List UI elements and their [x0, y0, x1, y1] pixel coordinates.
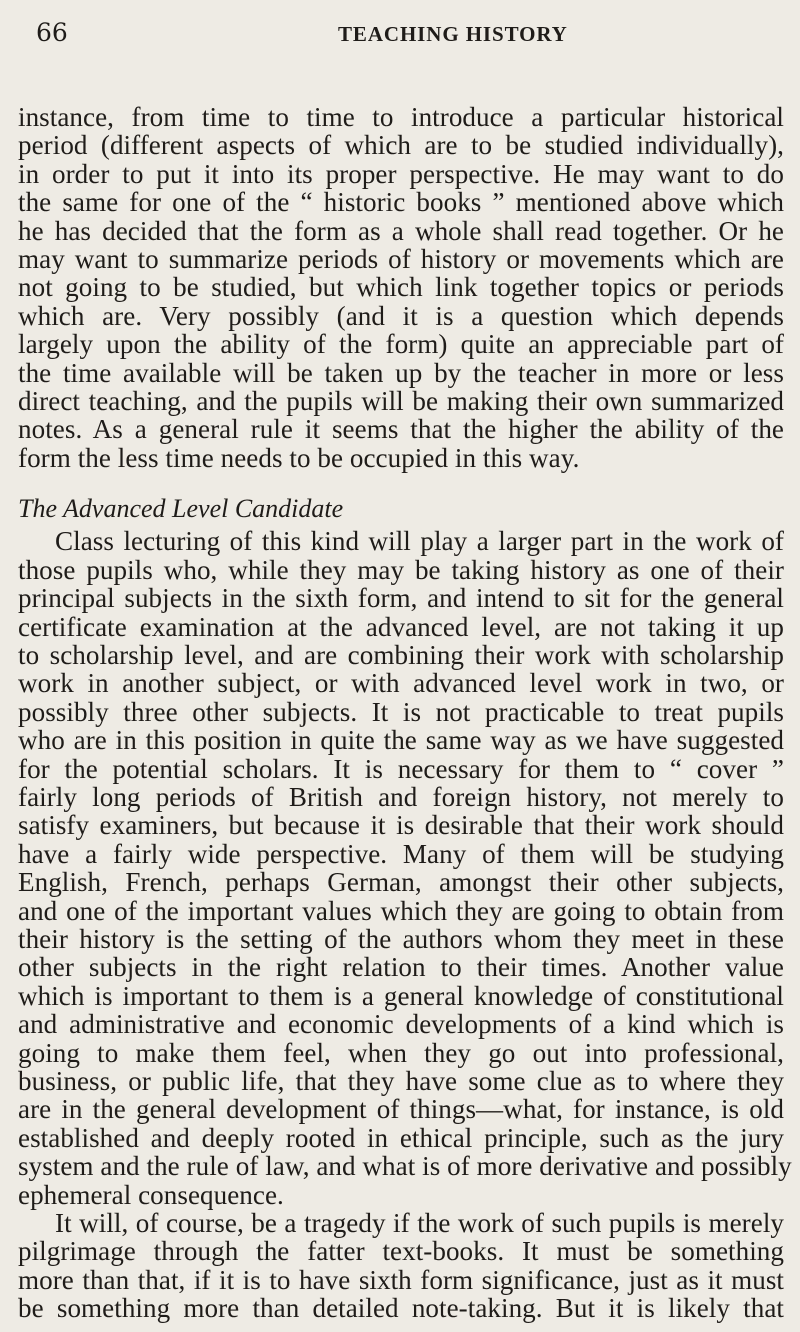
text-line: system and the rule of law, and what is of more derivative and possibly — [18, 1151, 792, 1182]
text-line: It will, of course, be a tragedy if the work of such pupils is merely — [55, 1208, 784, 1239]
text-line: those pupils who, while they may be taking history as one of their — [18, 554, 784, 585]
text-line: work in another subject, or with advanced level work in two, or — [18, 668, 784, 699]
running-title: TEACHING HISTORY — [338, 22, 568, 46]
main-text — [18, 102, 792, 1324]
text-line: certificate examination at the advanced level, are not taking it up — [18, 611, 784, 642]
text-line: going to make them feel, when they go out into professional, — [18, 1037, 784, 1068]
text-line: which are. Very possibly (and it is a question which depends — [18, 300, 784, 331]
text-line: instance, from time to time to introduce a particular historical — [18, 102, 784, 132]
text-line: Class lecturing of this kind will play a larger part in the work of — [55, 526, 784, 557]
text-line: English, French, perhaps German, amongst their other subjects, — [18, 867, 784, 898]
page-number: 66 — [36, 18, 68, 47]
text-line: may want to summarize periods of history or movements which are — [18, 244, 784, 275]
text-line: have a fairly wide perspective. Many of them will be studying — [18, 838, 784, 869]
text-line: he has decided that the form as a whole shall read together. Or he — [18, 215, 784, 246]
text-line: and one of the important values which they are going to obtain from — [18, 895, 784, 926]
text-line: ephemeral consequence. — [18, 1179, 284, 1210]
text-line: satisfy examiners, but because it is desirable that their work should — [18, 810, 784, 841]
text-line: other subjects in the right relation to their times. Another value — [18, 952, 784, 983]
text-line: established and deeply rooted in ethical principle, such as the jury — [18, 1122, 784, 1153]
text-line: to scholarship level, and are combining their work with scholarship — [18, 639, 784, 670]
running-head — [18, 0, 782, 58]
text-line: form the less time needs to be occupied in this way. — [18, 442, 580, 473]
text-line: their history is the setting of the authors whom they meet in these — [18, 923, 784, 954]
text-line: largely upon the ability of the form) quite an appreciable part of — [18, 329, 784, 360]
text-line: in order to put it into its proper perspective. He may want to do — [18, 158, 784, 189]
text-line: who are in this position in quite the same way as we have suggested — [18, 725, 784, 756]
text-line: notes. As a general rule it seems that the higher the ability of the — [18, 414, 784, 445]
section-heading: The Advanced Level Candidate — [18, 494, 344, 524]
text-line: pilgrimage through the fatter text-books. It must be something — [18, 1236, 784, 1267]
text-line: not going to be studied, but which link together topics or periods — [18, 272, 784, 303]
text-line: the same for one of the “ historic books ” mentioned above which — [18, 187, 784, 218]
text-line: more than that, if it is to have sixth form significance, just as it must — [18, 1264, 784, 1295]
text-line: period (different aspects of which are to be studied individually), — [18, 130, 784, 161]
text-line: which is important to them is a general knowledge of constitutional — [18, 980, 784, 1011]
text-line: the time available will be taken up by the teacher in more or less — [18, 357, 784, 388]
text-line: direct teaching, and the pupils will be making their own summarized — [18, 386, 784, 417]
text-line: be something more than detailed note-taking. But it is likely that — [18, 1293, 784, 1324]
text-line: principal subjects in the sixth form, and intend to sit for the general — [18, 583, 784, 614]
text-line: are in the general development of things—what, for instance, is old — [18, 1094, 784, 1125]
text-line: and administrative and economic developments of a kind which is — [18, 1009, 784, 1040]
text-line: business, or public life, that they have some clue as to where they — [18, 1066, 784, 1096]
text-line: possibly three other subjects. It is not practicable to treat pupils — [18, 696, 784, 727]
text-line: fairly long periods of British and foreign history, not merely to — [18, 781, 784, 812]
text-line: for the potential scholars. It is necessary for them to “ cover ” — [18, 753, 784, 784]
